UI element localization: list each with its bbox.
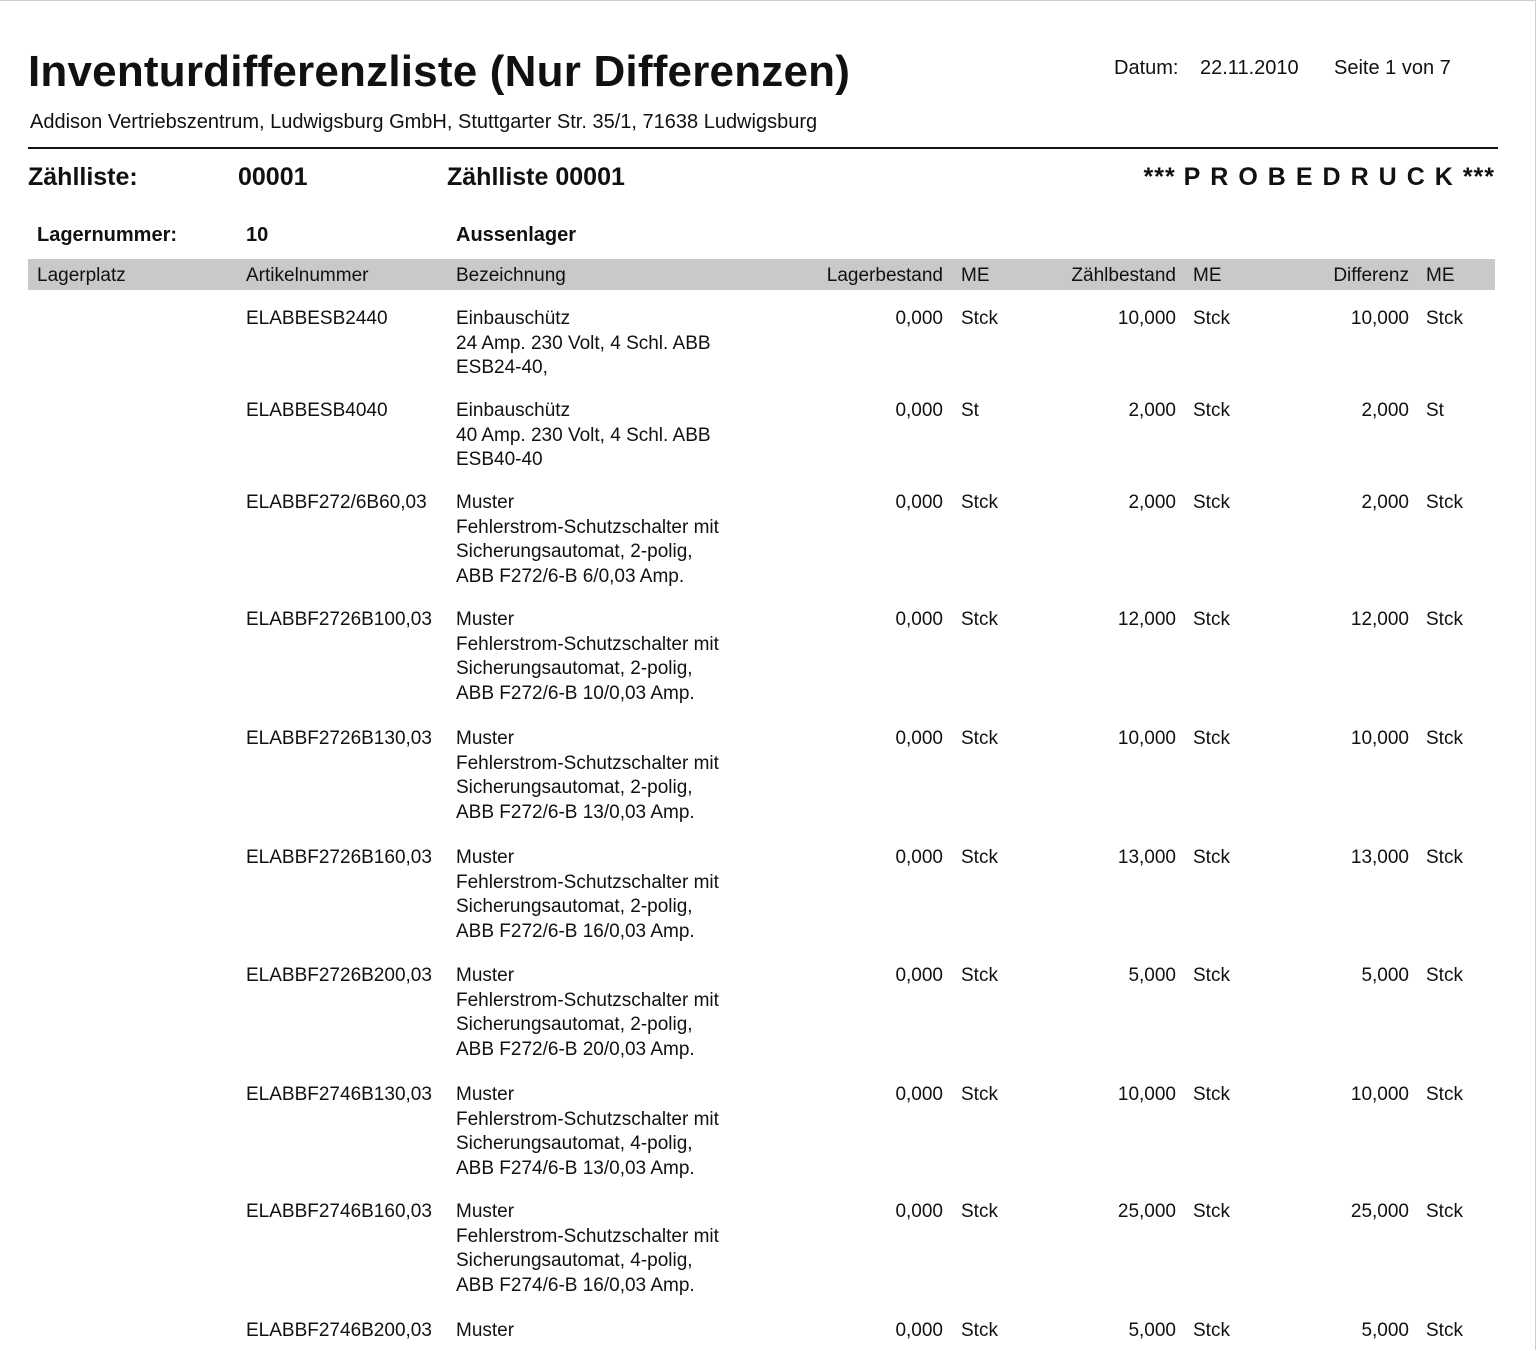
me-zaehlbestand-cell: Stck <box>1193 1320 1230 1341</box>
zaehlbestand-cell: 5,000 <box>1128 1320 1176 1341</box>
differenz-cell: 25,000 <box>1350 1201 1409 1222</box>
column-header-lagerbestand: Lagerbestand <box>826 265 943 286</box>
bezeichnung-line: Muster <box>456 728 515 749</box>
artikelnummer-cell: ELABBESB4040 <box>246 400 388 421</box>
me-differenz-cell: St <box>1426 400 1444 421</box>
me-zaehlbestand-cell: Stck <box>1193 1084 1230 1105</box>
zaehlbestand-cell: 2,000 <box>1128 492 1176 513</box>
column-header-artikelnummer: Artikelnummer <box>246 265 369 286</box>
me-differenz-cell: Stck <box>1426 1084 1463 1105</box>
me-zaehlbestand-cell: Stck <box>1193 1201 1230 1222</box>
me-zaehlbestand-cell: Stck <box>1193 308 1230 329</box>
bezeichnung-line: Fehlerstrom-Schutzschalter mit <box>456 516 719 538</box>
lagerbestand-cell: 0,000 <box>895 847 943 868</box>
column-header-me-zaehlbestand: ME <box>1193 265 1222 286</box>
me-differenz-cell: Stck <box>1426 308 1463 329</box>
lagerbestand-cell: 0,000 <box>895 965 943 986</box>
artikelnummer-cell: ELABBF2746B200,03 <box>246 1320 432 1341</box>
me-lagerbestand-cell: Stck <box>961 308 998 329</box>
zaehlbestand-cell: 10,000 <box>1117 308 1176 329</box>
zaehlbestand-cell: 2,000 <box>1128 400 1176 421</box>
lagerbestand-cell: 0,000 <box>895 609 943 630</box>
bezeichnung-line: Fehlerstrom-Schutzschalter mit <box>456 1108 719 1130</box>
bezeichnung-cell <box>456 399 711 473</box>
me-zaehlbestand-cell: Stck <box>1193 400 1230 421</box>
bezeichnung-cell <box>456 964 719 1062</box>
differenz-cell: 2,000 <box>1361 492 1409 513</box>
bezeichnung-line: ABB F272/6-B 6/0,03 Amp. <box>456 565 685 587</box>
bezeichnung-cell <box>456 307 711 381</box>
bezeichnung-line: Muster <box>456 965 515 986</box>
bezeichnung-line: Sicherungsautomat, 4-polig, <box>456 1133 693 1154</box>
differenz-cell: 5,000 <box>1361 965 1409 986</box>
me-lagerbestand-cell: St <box>961 400 979 421</box>
bezeichnung-cell <box>456 608 719 706</box>
me-differenz-cell: Stck <box>1426 1320 1463 1341</box>
column-header-lagerplatz: Lagerplatz <box>37 265 126 286</box>
me-lagerbestand-cell: Stck <box>961 1320 998 1341</box>
column-header-differenz: Differenz <box>1333 265 1409 286</box>
bezeichnung-line: ABB F272/6-B 16/0,03 Amp. <box>456 920 695 942</box>
bezeichnung-line: ABB F272/6-B 13/0,03 Amp. <box>456 801 695 823</box>
bezeichnung-cell <box>456 846 719 944</box>
bezeichnung-cell <box>456 1319 514 1344</box>
lagerbestand-cell: 0,000 <box>895 728 943 749</box>
table-body <box>0 1 1536 1351</box>
bezeichnung-line: 24 Amp. 230 Volt, 4 Schl. ABB <box>456 332 711 354</box>
bezeichnung-cell <box>456 727 719 825</box>
zaehlbestand-cell: 12,000 <box>1117 609 1176 630</box>
me-lagerbestand-cell: Stck <box>961 609 998 630</box>
lager-number: 10 <box>246 224 269 246</box>
me-zaehlbestand-cell: Stck <box>1193 965 1230 986</box>
bezeichnung-line: ESB24-40, <box>456 357 548 378</box>
zaehlbestand-cell: 13,000 <box>1117 847 1176 868</box>
zaehlbestand-cell: 5,000 <box>1128 965 1176 986</box>
me-lagerbestand-cell: Stck <box>961 492 998 513</box>
bezeichnung-line: 40 Amp. 230 Volt, 4 Schl. ABB <box>456 424 711 446</box>
zaehlbestand-cell: 10,000 <box>1117 1084 1176 1105</box>
column-header-me-differenz: ME <box>1426 265 1455 286</box>
artikelnummer-cell: ELABBF2746B160,03 <box>246 1201 432 1222</box>
column-header-me-lagerbestand: ME <box>961 265 990 286</box>
bezeichnung-line: Muster <box>456 492 515 513</box>
differenz-cell: 2,000 <box>1361 400 1409 421</box>
bezeichnung-line: Muster <box>456 1084 515 1105</box>
me-zaehlbestand-cell: Stck <box>1193 609 1230 630</box>
differenz-cell: 10,000 <box>1350 308 1409 329</box>
artikelnummer-cell: ELABBESB2440 <box>246 308 388 329</box>
date-value: 22.11.2010 <box>1200 57 1299 79</box>
bezeichnung-line: Sicherungsautomat, 2-polig, <box>456 541 693 562</box>
bezeichnung-line: Fehlerstrom-Schutzschalter mit <box>456 871 719 893</box>
artikelnummer-cell: ELABBF2726B160,03 <box>246 847 432 868</box>
probedruck-stars-left: *** <box>1143 163 1176 191</box>
me-lagerbestand-cell: Stck <box>961 847 998 868</box>
bezeichnung-line: Sicherungsautomat, 2-polig, <box>456 658 693 679</box>
lagerbestand-cell: 0,000 <box>895 1201 943 1222</box>
lagerbestand-cell: 0,000 <box>895 400 943 421</box>
bezeichnung-line: ESB40-40 <box>456 449 543 470</box>
me-lagerbestand-cell: Stck <box>961 965 998 986</box>
differenz-cell: 12,000 <box>1350 609 1409 630</box>
artikelnummer-cell: ELABBF2726B100,03 <box>246 609 432 630</box>
bezeichnung-line: Muster <box>456 1201 515 1222</box>
differenz-cell: 13,000 <box>1350 847 1409 868</box>
lagerbestand-cell: 0,000 <box>895 1084 943 1105</box>
differenz-cell: 10,000 <box>1350 1084 1409 1105</box>
me-zaehlbestand-cell: Stck <box>1193 847 1230 868</box>
differenz-cell: 10,000 <box>1350 728 1409 749</box>
bezeichnung-line: Sicherungsautomat, 2-polig, <box>456 1014 693 1035</box>
page-indicator: Seite 1 von 7 <box>1334 57 1451 79</box>
bezeichnung-line: Sicherungsautomat, 2-polig, <box>456 777 693 798</box>
artikelnummer-cell: ELABBF2746B130,03 <box>246 1084 432 1105</box>
artikelnummer-cell: ELABBF2726B130,03 <box>246 728 432 749</box>
me-zaehlbestand-cell: Stck <box>1193 492 1230 513</box>
bezeichnung-line: Einbauschütz <box>456 400 571 421</box>
lager-name: Aussenlager <box>456 224 577 246</box>
bezeichnung-line: Muster <box>456 847 515 868</box>
bezeichnung-line: ABB F272/6-B 10/0,03 Amp. <box>456 682 695 704</box>
probedruck-stars-right: *** <box>1462 163 1495 191</box>
bezeichnung-line: Fehlerstrom-Schutzschalter mit <box>456 633 719 655</box>
column-header-bezeichnung: Bezeichnung <box>456 265 566 286</box>
bezeichnung-line: ABB F274/6-B 16/0,03 Amp. <box>456 1274 695 1296</box>
column-header-zaehlbestand: Zählbestand <box>1071 265 1176 286</box>
bezeichnung-cell <box>456 1083 719 1181</box>
bezeichnung-cell <box>456 491 719 589</box>
lager-label: Lagernummer: <box>37 224 178 246</box>
bezeichnung-cell <box>456 1200 719 1298</box>
bezeichnung-line: Fehlerstrom-Schutzschalter mit <box>456 989 719 1011</box>
me-differenz-cell: Stck <box>1426 847 1463 868</box>
differenz-cell: 5,000 <box>1361 1320 1409 1341</box>
date-label: Datum: <box>1114 57 1179 79</box>
lagerbestand-cell: 0,000 <box>895 492 943 513</box>
bezeichnung-line: Muster <box>456 609 515 630</box>
bezeichnung-line: ABB F274/6-B 13/0,03 Amp. <box>456 1157 695 1179</box>
artikelnummer-cell: ELABBF2726B200,03 <box>246 965 432 986</box>
me-differenz-cell: Stck <box>1426 965 1463 986</box>
lagerbestand-cell: 0,000 <box>895 308 943 329</box>
company-address: Addison Vertriebszentrum, Ludwigsburg GmbH, Stuttgarter Str. 35/1, 71638 Ludwigsburg <box>30 111 818 133</box>
me-differenz-cell: Stck <box>1426 728 1463 749</box>
zaehlliste-number: 00001 <box>238 163 308 191</box>
bezeichnung-line: Einbauschütz <box>456 308 571 329</box>
zaehlliste-name: Zählliste 00001 <box>447 163 625 191</box>
report-title: Inventurdifferenzliste (Nur Differenzen) <box>28 47 851 96</box>
bezeichnung-line: Sicherungsautomat, 4-polig, <box>456 1250 693 1271</box>
me-zaehlbestand-cell: Stck <box>1193 728 1230 749</box>
me-lagerbestand-cell: Stck <box>961 1084 998 1105</box>
me-lagerbestand-cell: Stck <box>961 728 998 749</box>
me-differenz-cell: Stck <box>1426 609 1463 630</box>
zaehlbestand-cell: 10,000 <box>1117 728 1176 749</box>
bezeichnung-line: Sicherungsautomat, 2-polig, <box>456 896 693 917</box>
zaehlbestand-cell: 25,000 <box>1117 1201 1176 1222</box>
probedruck-text: PROBEDRUCK <box>1183 163 1463 191</box>
bezeichnung-line: Fehlerstrom-Schutzschalter mit <box>456 1225 719 1247</box>
artikelnummer-cell: ELABBF272/6B60,03 <box>246 492 427 513</box>
me-differenz-cell: Stck <box>1426 492 1463 513</box>
zaehlliste-label: Zählliste: <box>28 163 138 191</box>
me-differenz-cell: Stck <box>1426 1201 1463 1222</box>
bezeichnung-line: ABB F272/6-B 20/0,03 Amp. <box>456 1038 695 1060</box>
me-lagerbestand-cell: Stck <box>961 1201 998 1222</box>
lagerbestand-cell: 0,000 <box>895 1320 943 1341</box>
bezeichnung-line: Muster <box>456 1320 515 1341</box>
bezeichnung-line: Fehlerstrom-Schutzschalter mit <box>456 752 719 774</box>
